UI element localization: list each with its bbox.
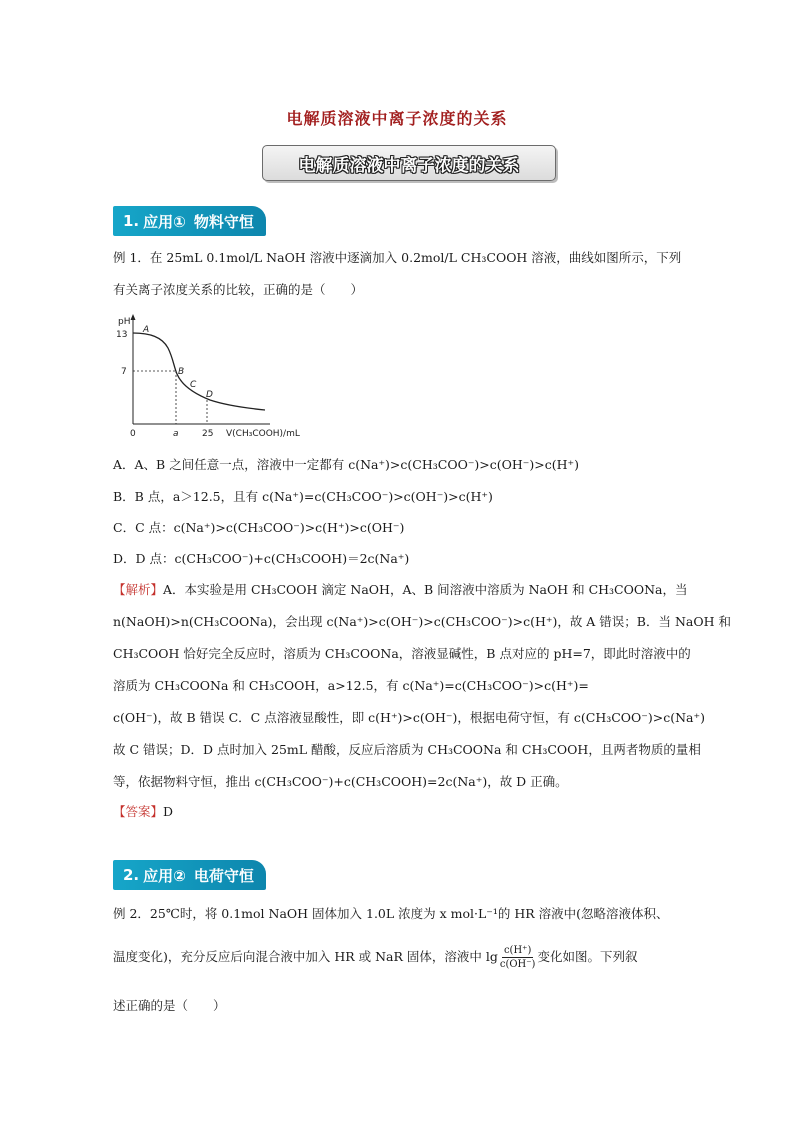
section-1-label: 应用① (143, 212, 186, 231)
question-2-line-2 (113, 944, 683, 971)
point-label-d: D (206, 390, 213, 400)
y-tick-7: 7 (121, 367, 127, 377)
question-1-line-1: 例 1．在 25mL 0.1mol/L NaOH 溶液中逐滴加入 0.2mol/L CH₃COOH 溶液，曲线如图所示，下列 (113, 250, 682, 265)
banner-text: 电解质溶液中离子浓度的关系 (298, 155, 520, 176)
section-2-topic: 电荷守恒 (193, 866, 254, 885)
x-tick-0: 0 (130, 429, 136, 439)
answer-line (113, 796, 683, 827)
section-2-number: 2. (123, 866, 140, 884)
point-label-c: C (190, 380, 197, 390)
ratio-fraction (500, 944, 536, 971)
analysis-tag: 【解析】 (113, 582, 164, 597)
question-2-line-1: 例 2．25℃时，将 0.1mol NaOH 固体加入 1.0L 浓度为 x mol·L⁻¹的 HR 溶液中(忽略溶液体积、 (113, 906, 669, 921)
analysis-line-2: n(NaOH)>n(CH₃COONa)，会出现 c(Na⁺)>c(OH⁻)>c(CH₃COO⁻)>c(H⁺)，故 A 错误；B．当 NaOH 和 (113, 614, 731, 629)
answer-value: D (163, 804, 174, 819)
document-title: 电解质溶液中离子浓度的关系 (286, 109, 508, 128)
option-b: B．B 点，a＞12.5，且有 c(Na⁺)=c(CH₃COO⁻)>c(OH⁻)>c(H⁺) (113, 489, 493, 504)
x-tick-a: a (173, 429, 179, 439)
question-2-post: 变化如图。下列叙 (537, 949, 638, 964)
section-2-header (113, 860, 266, 890)
option-d: D．D 点：c(CH₃COO⁻)+c(CH₃COOH)＝2c(Na⁺) (113, 551, 410, 566)
y-axis-arrow (131, 314, 136, 320)
section-1-header (113, 206, 266, 236)
y-tick-13: 13 (116, 330, 128, 340)
point-label-a: A (143, 325, 150, 335)
answer-tag: 【答案】 (113, 804, 164, 819)
x-axis-label: V(CH₃COOH)/mL (226, 429, 300, 439)
y-axis-label: pH (118, 317, 131, 327)
question-2-pre: 温度变化)，充分反应后向混合液中加入 HR 或 NaR 固体，溶液中 lg (113, 949, 498, 964)
titration-curve (133, 333, 265, 410)
fraction-denominator: c(OH⁻) (499, 959, 536, 970)
section-1-number: 1. (123, 212, 140, 230)
analysis-line-7: 等，依据物料守恒，推出 c(CH₃COO⁻)+c(CH₃COOH)=2c(Na⁺)，故 D 正确。 (113, 774, 568, 789)
option-c: C．C 点：c(Na⁺)>c(CH₃COO⁻)>c(H⁺)>c(OH⁻) (113, 520, 405, 535)
analysis-line-6: 故 C 错误；D．D 点时加入 25mL 醋酸，反应后溶质为 CH₃COONa 和 CH₃COOH，且两者物质的量相 (113, 742, 701, 757)
question-1-line-2: 有关离子浓度关系的比较，正确的是（ ） (113, 282, 364, 297)
analysis-line-5: c(OH⁻)，故 B 错误 C．C 点溶液显酸性，即 c(H⁺)>c(OH⁻)，根据电荷守恒，有 c(CH₃COO⁻)>c(Na⁺) (113, 710, 705, 725)
option-a: A．A、B 之间任意一点，溶液中一定都有 c(Na⁺)>c(CH₃COO⁻)>c(OH⁻)>c(H⁺) (113, 457, 579, 472)
title-banner (262, 145, 556, 181)
question-2-line-3: 述正确的是（ ） (113, 998, 226, 1013)
x-tick-25: 25 (202, 429, 214, 439)
section-1-topic: 物料守恒 (193, 212, 254, 231)
titration-curve-figure (110, 312, 310, 442)
point-label-b: B (178, 367, 185, 377)
analysis-line-1 (113, 574, 688, 605)
fraction-numerator: c(H⁺) (503, 945, 532, 956)
analysis-text-1: A．本实验是用 CH₃COOH 滴定 NaOH，A、B 间溶液中溶质为 NaOH 和 CH₃COONa，当 (163, 582, 688, 597)
analysis-line-3: CH₃COOH 恰好完全反应时，溶质为 CH₃COONa，溶液显碱性，B 点对应的 pH=7，即此时溶液中的 (113, 646, 691, 661)
section-2-label: 应用② (143, 866, 186, 885)
analysis-line-4: 溶质为 CH₃COONa 和 CH₃COOH，a>12.5，有 c(Na⁺)=c(CH₃COO⁻)>c(H⁺)= (113, 678, 589, 693)
